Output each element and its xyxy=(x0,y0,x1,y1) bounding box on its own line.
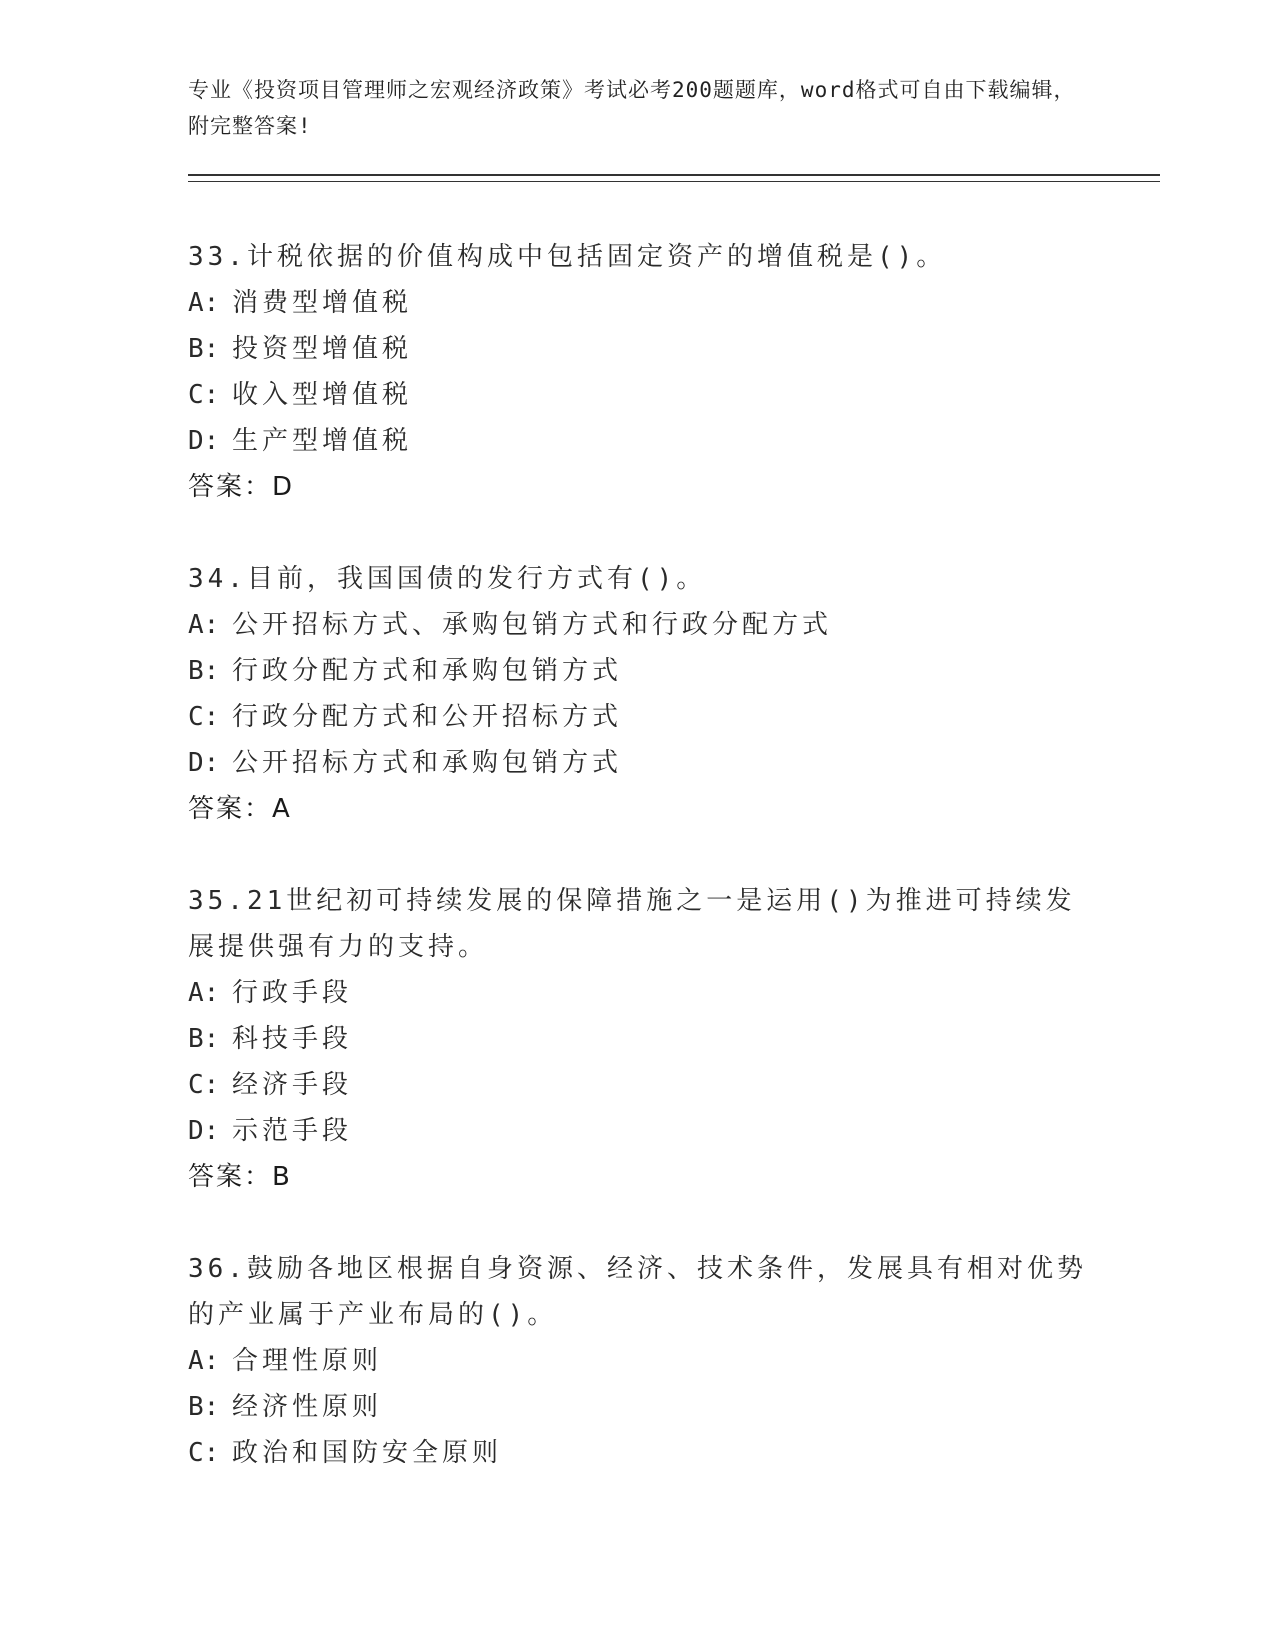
question-list xyxy=(188,234,1088,1522)
option-key: C: xyxy=(188,380,220,410)
option-a xyxy=(188,280,1088,326)
option-key: A: xyxy=(188,288,220,318)
option-key: B: xyxy=(188,1392,220,1422)
question-33 xyxy=(188,234,1088,510)
question-stem: 33.计税依据的价值构成中包括固定资产的增值税是()。 xyxy=(188,242,947,272)
option-key: B: xyxy=(188,1024,220,1054)
option-text: 收入型增值税 xyxy=(232,380,413,410)
option-b xyxy=(188,648,1088,694)
option-key: D: xyxy=(188,748,220,778)
question-36 xyxy=(188,1246,1088,1476)
option-c xyxy=(188,1430,1088,1476)
option-text: 合理性原则 xyxy=(232,1346,383,1376)
question-stem: 34.目前，我国国债的发行方式有()。 xyxy=(188,564,707,594)
option-key: C: xyxy=(188,1070,220,1100)
option-b xyxy=(188,1384,1088,1430)
option-b xyxy=(188,1016,1088,1062)
option-a xyxy=(188,970,1088,1016)
option-text: 行政手段 xyxy=(232,978,353,1008)
option-text: 行政分配方式和公开招标方式 xyxy=(232,702,623,732)
option-text: 经济手段 xyxy=(232,1070,353,1100)
option-text: 科技手段 xyxy=(232,1024,353,1054)
option-key: A: xyxy=(188,978,220,1008)
option-text: 生产型增值税 xyxy=(232,426,413,456)
option-key: A: xyxy=(188,610,220,640)
option-key: A: xyxy=(188,1346,220,1376)
header-divider-thin xyxy=(188,181,1160,182)
option-b xyxy=(188,326,1088,372)
option-key: D: xyxy=(188,426,220,456)
option-c xyxy=(188,1062,1088,1108)
option-key: C: xyxy=(188,702,220,732)
option-text: 公开招标方式和承购包销方式 xyxy=(232,748,623,778)
option-text: 经济性原则 xyxy=(232,1392,383,1422)
answer-line: 答案：D xyxy=(188,472,295,502)
option-c xyxy=(188,694,1088,740)
option-key: C: xyxy=(188,1438,220,1468)
answer-line: 答案：B xyxy=(188,1162,292,1192)
option-key: D: xyxy=(188,1116,220,1146)
option-text: 投资型增值税 xyxy=(232,334,413,364)
option-d xyxy=(188,740,1088,786)
option-key: B: xyxy=(188,656,220,686)
option-text: 行政分配方式和承购包销方式 xyxy=(232,656,623,686)
header-divider-thick xyxy=(188,174,1160,176)
option-a xyxy=(188,602,1088,648)
option-text: 政治和国防安全原则 xyxy=(232,1438,503,1468)
option-text: 公开招标方式、承购包销方式和行政分配方式 xyxy=(232,610,833,640)
option-text: 消费型增值税 xyxy=(232,288,413,318)
answer-line: 答案：A xyxy=(188,794,292,824)
question-34 xyxy=(188,556,1088,832)
question-stem: 35.21世纪初可持续发展的保障措施之一是运用()为推进可持续发展提供强有力的支持。 xyxy=(188,886,1076,962)
question-35 xyxy=(188,878,1088,1200)
option-text: 示范手段 xyxy=(232,1116,353,1146)
option-d xyxy=(188,418,1088,464)
option-d xyxy=(188,1108,1088,1154)
document-header: 专业《投资项目管理师之宏观经济政策》考试必考200题题库，word格式可自由下载编辑，附完整答案! xyxy=(188,78,1076,138)
question-stem: 36.鼓励各地区根据自身资源、经济、技术条件，发展具有相对优势的产业属于产业布局的()。 xyxy=(188,1254,1087,1330)
option-c xyxy=(188,372,1088,418)
option-key: B: xyxy=(188,334,220,364)
option-a xyxy=(188,1338,1088,1384)
